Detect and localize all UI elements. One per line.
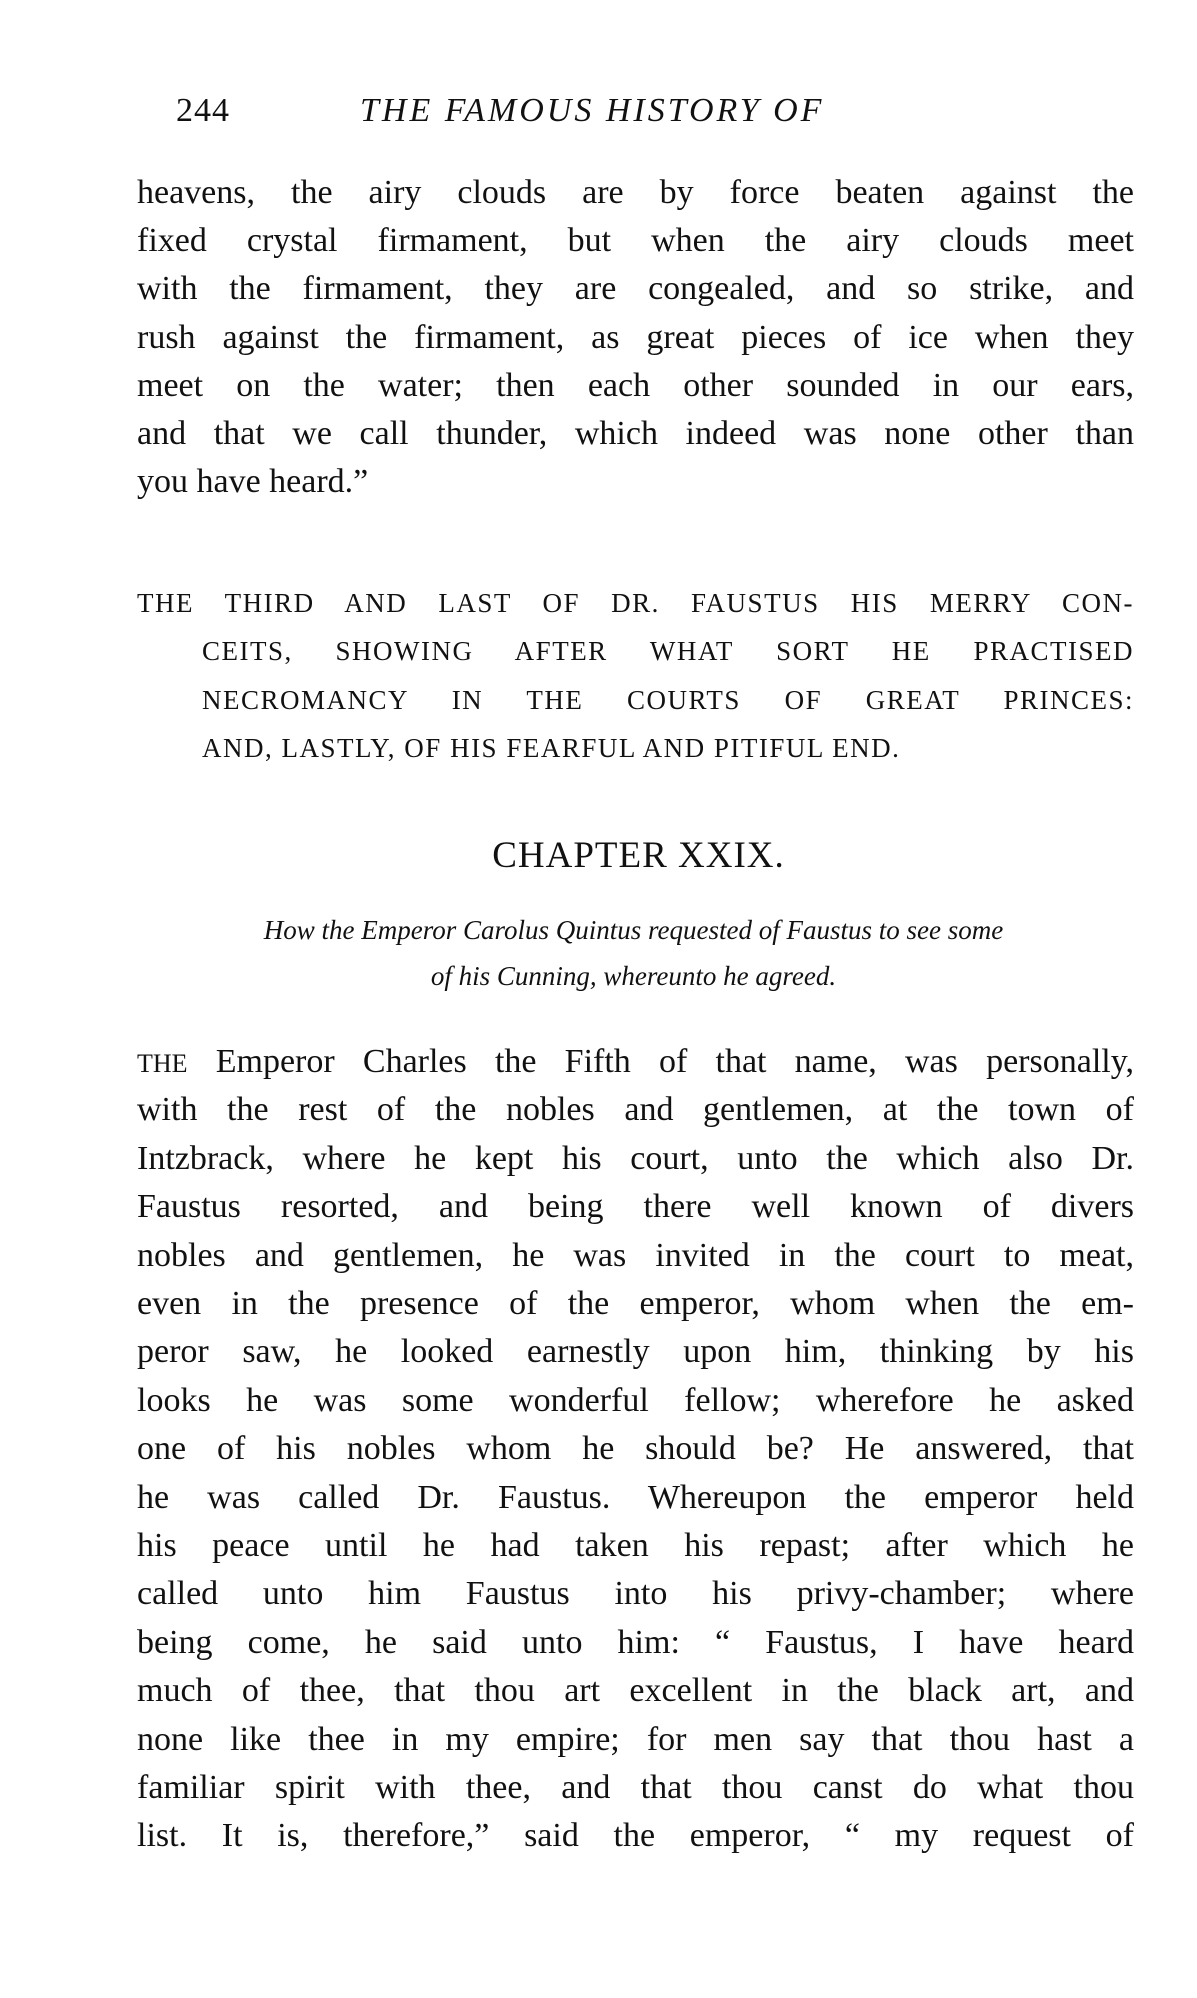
text-line: meet on the water; then each other sounded in our ears, xyxy=(137,366,1134,404)
text-line xyxy=(137,1038,1134,1086)
subtitle-line: How the Emperor Carolus Quintus requested of Faustus to see some xyxy=(263,915,1004,945)
text-line: looks he was some wonderful fellow; wherefore he asked xyxy=(137,1381,1134,1419)
page-number: 244 xyxy=(176,92,230,129)
heading-line: THE THIRD AND LAST OF DR. FAUSTUS HIS MERRY CON- xyxy=(137,588,1134,618)
heading-line: NECROMANCY IN THE COURTS OF GREAT PRINCES: xyxy=(202,684,1134,715)
text-line-rest: Emperor Charles the Fifth of that name, was personally, xyxy=(187,1043,1134,1080)
text-line: even in the presence of the emperor, whom when the em- xyxy=(137,1285,1134,1322)
text-line: Faustus resorted, and being there well known of divers xyxy=(137,1188,1134,1226)
text-line: and that we call thunder, which indeed was none other than xyxy=(137,415,1134,452)
running-title: THE FAMOUS HISTORY OF xyxy=(360,92,825,129)
text-line: list. It is, therefore,” said the emperor, “ my request of xyxy=(137,1817,1134,1855)
subtitle-line: of his Cunning, whereunto he agreed. xyxy=(430,961,837,991)
text-line: familiar spirit with thee, and that thou canst do what thou xyxy=(137,1769,1134,1806)
chapter-title: CHAPTER XXIX. xyxy=(492,835,785,876)
text-line: Intzbrack, where he kept his court, unto the which also Dr. xyxy=(137,1139,1134,1177)
text-line: peror saw, he looked earnestly upon him, thinking by his xyxy=(137,1333,1134,1371)
text-line: heavens, the airy clouds are by force beaten against the xyxy=(137,174,1134,211)
text-line: one of his nobles whom he should be? He answered, that xyxy=(137,1430,1134,1468)
text-line: fixed crystal firmament, but when the airy clouds meet xyxy=(137,222,1134,260)
heading-line: AND, LASTLY, OF HIS FEARFUL AND PITIFUL END. xyxy=(202,732,901,763)
text-line: with the rest of the nobles and gentlemen, at the town of xyxy=(137,1091,1134,1129)
text-line: none like thee in my empire; for men say that thou hast a xyxy=(137,1720,1134,1758)
text-line: you have heard.” xyxy=(137,463,369,501)
text-line: nobles and gentlemen, he was invited in the court to meat, xyxy=(137,1236,1134,1274)
text-line: with the firmament, they are congealed, and so strike, and xyxy=(137,270,1134,308)
drop-word: THE xyxy=(137,1049,188,1078)
text-line: called unto him Faustus into his privy-chamber; where xyxy=(137,1575,1134,1613)
text-line: being come, he said unto him: “ Faustus, I have heard xyxy=(137,1623,1134,1661)
text-line: his peace until he had taken his repast; after which he xyxy=(137,1527,1134,1564)
text-line: rush against the firmament, as great pieces of ice when they xyxy=(137,318,1134,356)
heading-line: CEITS, SHOWING AFTER WHAT SORT HE PRACTISED xyxy=(202,636,1134,667)
text-line: much of thee, that thou art excellent in the black art, and xyxy=(137,1672,1134,1710)
text-line: he was called Dr. Faustus. Whereupon the emperor held xyxy=(137,1478,1134,1516)
